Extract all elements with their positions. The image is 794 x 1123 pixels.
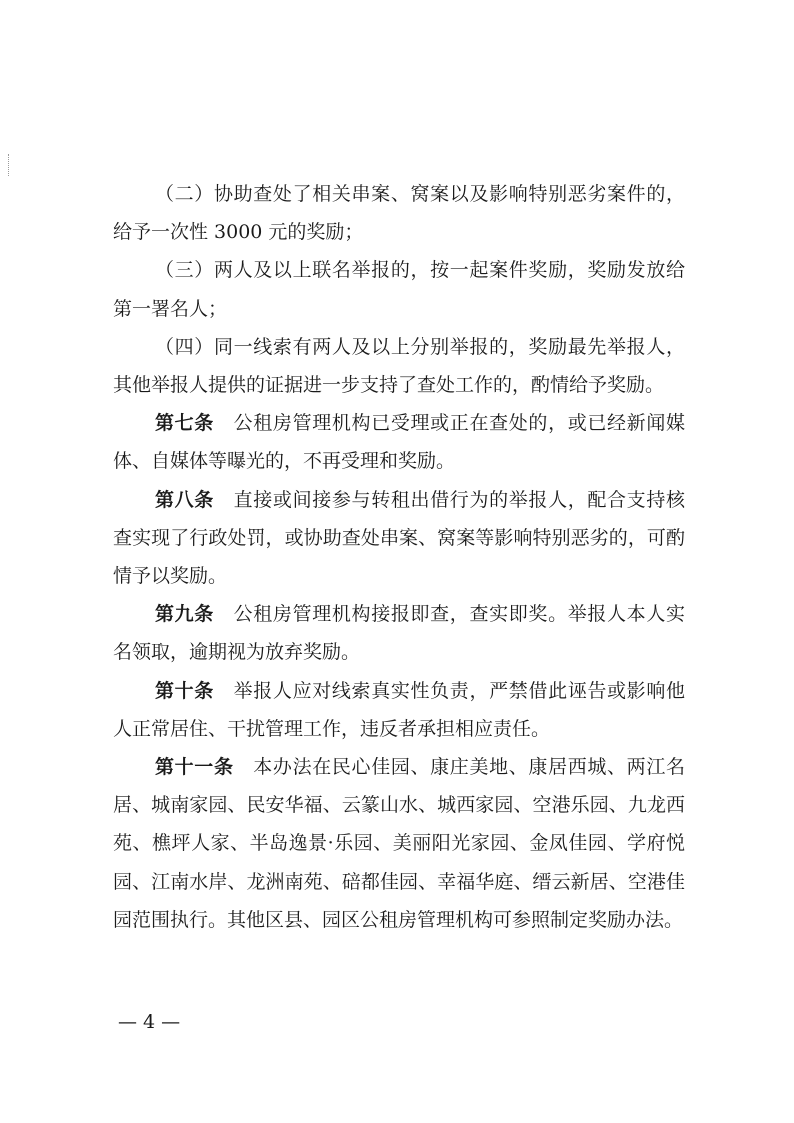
article-7	[113, 404, 685, 480]
paragraph-text: （二）协助查处了相关串案、窝案以及影响特别恶劣案件的，给予一次性 3000 元的奖励；	[113, 183, 685, 244]
paragraph-item-4	[113, 328, 685, 404]
paragraph-text: 公租房管理机构已受理或正在查处的，或已经新闻媒体、自媒体等曝光的，不再受理和奖励。	[113, 412, 685, 473]
article-9	[113, 595, 685, 671]
paragraph-text: 举报人应对线索真实性负责，严禁借此诬告或影响他人正常居住、干扰管理工作，违反者承担相应责任。	[113, 679, 685, 740]
page-number: — 4 —	[118, 1011, 181, 1033]
article-11	[113, 748, 685, 939]
paragraph-text: 本办法在民心佳园、康庄美地、康居西城、两江名居、城南家园、民安华福、云篆山水、城西家园、空港乐园、九龙西苑、樵坪人家、半岛逸景·乐园、美丽阳光家园、金凤佳园、学府悦园、江南水岸、龙洲南苑、碚都佳园、幸福华庭、缙云新居、空港佳园范围执行。其他区县、园区公租房管理机构可参照制定奖励办法。	[113, 756, 685, 931]
article-8	[113, 481, 685, 596]
paragraph-text: 公租房管理机构接报即查，查实即奖。举报人本人实名领取，逾期视为放弃奖励。	[113, 603, 685, 664]
article-heading: 第十一条	[155, 756, 234, 779]
article-10	[113, 672, 685, 748]
paragraph-text: （三）两人及以上联名举报的，按一起案件奖励，奖励发放给第一署名人；	[113, 259, 685, 320]
paragraph-text: （四）同一线索有两人及以上分别举报的，奖励最先举报人，其他举报人提供的证据进一步支持了查处工作的，酌情给予奖励。	[113, 335, 685, 397]
article-heading: 第八条	[155, 488, 214, 511]
binding-margin-mark	[8, 154, 10, 176]
paragraph-item-2	[113, 175, 685, 251]
article-heading: 第九条	[155, 603, 214, 626]
article-heading: 第七条	[155, 412, 214, 435]
document-body	[113, 175, 685, 939]
paragraph-item-3	[113, 251, 685, 327]
paragraph-text: 直接或间接参与转租出借行为的举报人，配合支持核查实现了行政处罚，或协助查处串案、窝案等影响特别恶劣的，可酌情予以奖励。	[113, 488, 685, 588]
article-heading: 第十条	[155, 679, 214, 702]
